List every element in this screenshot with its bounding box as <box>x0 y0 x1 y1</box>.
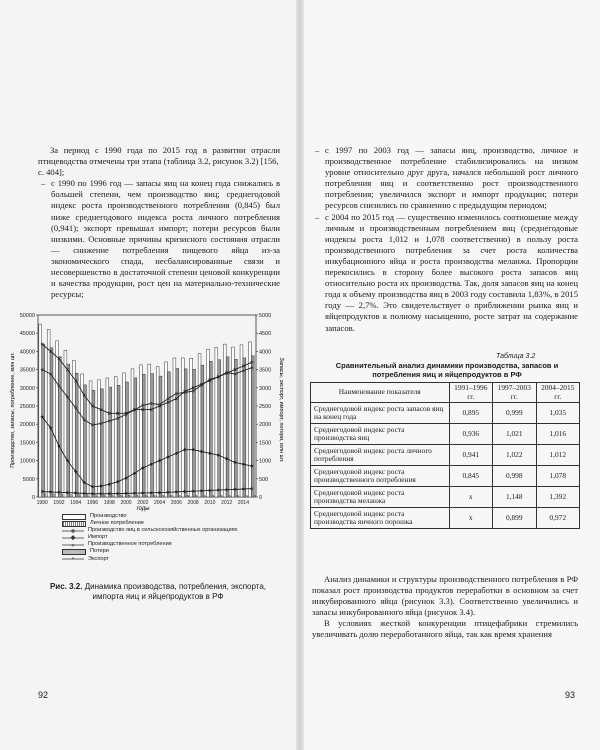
bar-production <box>64 350 67 497</box>
bar-personal-consumption <box>100 389 103 497</box>
y-tick-label-right: 500 <box>259 476 269 483</box>
bar-production <box>156 367 159 497</box>
book-gutter <box>296 0 304 750</box>
legend-item-export <box>62 556 237 563</box>
y-tick-label-left: 5000 <box>22 476 35 483</box>
bar-production <box>114 377 117 497</box>
right-bottom-text <box>312 574 578 641</box>
x-tick-label: 1998 <box>103 500 115 506</box>
bar-production <box>148 364 151 497</box>
figure-caption <box>38 582 278 602</box>
y-tick-label-left: 30000 <box>19 385 35 392</box>
table-label: Таблица 3.2 <box>496 353 536 360</box>
bar-losses <box>120 495 121 497</box>
bar-losses <box>237 496 238 497</box>
point-agri-production <box>66 396 69 399</box>
point-agri-production <box>141 404 144 407</box>
legend-label: Производственное потребление <box>88 541 172 548</box>
legend-label: Импорт <box>88 534 108 541</box>
x-tick-label: 1990 <box>36 500 48 506</box>
bullet-1997-2003: – с 1997 по 2003 год — запасы яиц, производство, личное и производственное потребление стабилизировались на низком уровне относительно друг друга, начался небольшой рост личного потребления яиц и соответственно рост производственного потребления; увеличился экспорт и импорт продукции; потери ресурсов снизились по сравнению с предыдущим периодом; <box>312 145 578 212</box>
point-agri-production <box>192 390 195 393</box>
x-tick-label: 1994 <box>70 500 82 506</box>
legend-label: Личное потребление <box>90 520 144 527</box>
bar-production <box>47 330 50 497</box>
x-tick-label: 2004 <box>154 500 166 506</box>
page-number-right: 93 <box>565 690 576 700</box>
bar-production <box>215 347 218 497</box>
bar-personal-consumption <box>176 369 179 497</box>
bar-losses <box>112 495 113 497</box>
point-agri-production <box>175 392 178 395</box>
bar-losses <box>61 494 62 497</box>
y-tick-label-left: 40000 <box>19 349 35 356</box>
point-agri-production <box>250 366 253 369</box>
table-cell-value: х <box>449 508 492 529</box>
bar-losses <box>154 495 155 497</box>
bar-production <box>39 324 42 497</box>
legend-symbol-line-circle <box>62 528 84 534</box>
table-cell-name: Среднегодовой индекс роста производственного потребления <box>311 466 450 487</box>
table-header-cell: 1991–1996 гг. <box>449 383 492 403</box>
y-tick-label-right: 1000 <box>259 458 272 465</box>
bar-losses <box>95 495 96 497</box>
bar-personal-consumption <box>109 387 112 497</box>
legend-label: Производство <box>90 513 127 519</box>
paragraph-analysis: Анализ динамики и структуры производственного потребления в РФ показал рост производства продуктов переработки в основном за счет инкубированного яйца (рисунок 3.3). Соответственно увеличились и запасы инкубированного яйца (рисунок 3.4). <box>312 574 578 618</box>
bar-losses <box>179 495 180 497</box>
bar-production <box>89 381 92 497</box>
y-tick-label-right: 2500 <box>259 404 272 410</box>
x-tick-label: 2010 <box>204 500 216 506</box>
right-bullet-list <box>312 145 578 334</box>
y-tick-label-left: 10000 <box>19 458 35 465</box>
legend-symbol-bar-grey <box>62 549 86 555</box>
top-reference: с. 404]; <box>38 167 65 178</box>
bar-personal-consumption <box>184 369 187 497</box>
bar-personal-consumption <box>251 356 254 497</box>
table-row <box>311 445 580 466</box>
bar-losses <box>212 496 213 497</box>
table-row <box>311 424 580 445</box>
chart-legend <box>62 513 237 563</box>
bar-losses <box>137 495 138 497</box>
table-cell-value: 1,035 <box>536 403 580 424</box>
bar-losses <box>145 495 146 497</box>
table-cell-value: 1,392 <box>536 487 580 508</box>
table-cell-value: 0,895 <box>449 403 492 424</box>
bar-production <box>56 341 59 497</box>
legend-symbol-bar-outline <box>62 514 86 520</box>
y-tick-label-left: 0 <box>31 495 35 501</box>
bar-personal-consumption <box>218 360 221 497</box>
x-tick-label: 2014 <box>237 500 249 506</box>
bar-production <box>181 358 184 497</box>
bar-losses <box>86 495 87 497</box>
table-cell-value: 1,078 <box>536 466 580 487</box>
legend-label: Производство яиц в сельскохозяйственных организациях <box>88 527 238 534</box>
y-tick-label-right: 5000 <box>259 313 272 319</box>
table-cell-name: Среднегодовой индекс роста производства яиц <box>311 424 450 445</box>
bar-personal-consumption <box>159 376 162 497</box>
x-tick-label: 2000 <box>120 500 132 506</box>
x-tick-label: 1992 <box>53 500 65 506</box>
bar-production <box>190 358 193 497</box>
chart-bars <box>39 324 256 497</box>
table-cell-name: Среднегодовой индекс роста личного потребления <box>311 445 450 466</box>
bar-personal-consumption <box>167 372 170 497</box>
left-text-block <box>38 145 280 300</box>
bar-personal-consumption <box>42 344 45 497</box>
table-cell-value: 1,012 <box>536 445 580 466</box>
legend-label: Потери <box>90 548 109 555</box>
bar-production <box>207 349 210 497</box>
bar-losses <box>53 494 54 497</box>
bar-losses <box>204 496 205 497</box>
point-agri-production <box>116 417 119 420</box>
bullet-1990-1996: – с 1990 по 1996 год — запасы яиц на конец года снижались в большей степени, чем производство яиц; среднегодовой индекс роста производственного потребления (0,845) был ниже среднегодового индекса роста личного потребления (0,941); экспорт превышал импорт; потери ресурсов были низкими. Основные причины кризисного состояния отрасли — снижение потребления пищевого яйца из-за экономического спада, несбалансированные связи и несовершенство в достаточной степени ценовой конкуренции и качества продукции, рост цен на материально-технические ресурсы; <box>38 178 280 300</box>
paragraph-competition: В условиях жесткой конкуренции птицефабрики стремились увеличивать долю переработанного яйца, так как время хранения <box>312 618 578 640</box>
point-agri-production <box>150 402 153 405</box>
table-row <box>311 508 580 529</box>
x-axis-label: годы <box>136 506 150 512</box>
table-cell-value: 1,016 <box>536 424 580 445</box>
y-tick-label-right: 3500 <box>259 367 272 374</box>
bar-losses <box>254 496 255 497</box>
table-header-cell: Наименование показателя <box>311 383 450 403</box>
bar-production <box>173 358 176 497</box>
table-header-cell: 2004–2015 гг. <box>536 383 580 403</box>
bar-personal-consumption <box>84 385 87 497</box>
table-cell-value: 1,022 <box>493 445 536 466</box>
bar-losses <box>70 494 71 497</box>
table-row <box>311 487 580 508</box>
page-number-left: 92 <box>38 690 49 700</box>
y-tick-label-left: 50000 <box>19 313 35 319</box>
point-agri-production <box>99 422 102 425</box>
y-tick-label-left: 15000 <box>19 440 35 447</box>
y-tick-label-right: 4000 <box>259 349 272 356</box>
y-tick-label-left: 20000 <box>19 422 35 429</box>
bar-personal-consumption <box>75 373 78 497</box>
bar-personal-consumption <box>50 348 53 497</box>
x-tick-label: 2002 <box>137 500 149 506</box>
y-tick-label-right: 0 <box>259 495 263 501</box>
bar-production <box>131 369 134 497</box>
table-header-cell: 1997–2003 гг. <box>493 383 536 403</box>
caption-text: Динамика производства, потребления, экспорта, импорта яиц и яйцепродуктов в РФ <box>84 582 267 601</box>
y-tick-label-left: 25000 <box>19 404 35 410</box>
bar-personal-consumption <box>126 382 129 497</box>
legend-symbol-bar-hatched <box>62 521 86 527</box>
x-tick-label: 1996 <box>86 500 99 506</box>
bar-losses <box>195 495 196 497</box>
svg-text:×: × <box>71 543 75 548</box>
legend-symbol-line-diamond <box>62 535 84 541</box>
bar-losses <box>229 496 230 497</box>
bar-personal-consumption <box>58 357 61 497</box>
table-cell-name: Среднегодовой индекс роста производства яичного порошка <box>311 508 450 529</box>
bar-losses <box>103 495 104 497</box>
point-agri-production <box>108 420 111 423</box>
table-cell-value: 1,148 <box>493 487 536 508</box>
table-cell-value: 0,936 <box>449 424 492 445</box>
table-cell-value: х <box>449 487 492 508</box>
svg-text:*: * <box>71 557 75 563</box>
table-cell-value: 0,899 <box>493 508 536 529</box>
table-header-row <box>311 383 580 403</box>
right-text-block <box>312 145 578 334</box>
y-tick-label-left: 35000 <box>19 367 35 374</box>
bar-production <box>248 342 251 497</box>
bar-personal-consumption <box>134 378 137 497</box>
bar-personal-consumption <box>151 374 154 497</box>
y-axis-label-right: Запасы, экспорт, импорт, потери, млн шт. <box>278 357 284 463</box>
intro-paragraph: За период с 1990 года по 2015 год в развитии отрасли птицеводства отмечены три этапа (таблица 3.2, рисунок 3.2) [156, <box>38 145 280 167</box>
legend-symbol-line-x <box>62 542 84 548</box>
left-bullet-list <box>38 178 280 300</box>
point-agri-production <box>242 369 245 372</box>
bullet-2004-2015: – с 2004 по 2015 год — существенно изменилось соотношение между личным и производственным потреблением яиц (среднегодовые индексы роста 1,012 и 1,078 соответственно) в пользу роста производственного потребления за счет роста количества инкубационного яйца и роста производства меланжа. Пропорции перекосились в сторону более высокого роста запасов яиц относительно роста их производства. Так, доля запасов яиц на конец года к объему производства яиц в 2003 году составила 1,83%, в 2015 году — 2,7%. Это свидетельствует о приближении рынка яиц и яйцепродуктов к полному насыщению, росте затрат на содержание запасов. <box>312 212 578 334</box>
bar-losses <box>45 494 46 497</box>
y-tick-label-right: 4500 <box>259 331 272 338</box>
bar-production <box>98 380 101 497</box>
point-agri-production <box>234 373 237 376</box>
bar-losses <box>128 495 129 497</box>
table-cell-value: 0,998 <box>493 466 536 487</box>
bar-losses <box>221 496 222 497</box>
y-axis-label-left: Производство, запасы, потребление, млн шт. <box>10 352 16 468</box>
bar-personal-consumption <box>67 364 70 497</box>
table-cell-name: Среднегодовой индекс роста производства меланжа <box>311 487 450 508</box>
legend-item-losses <box>62 548 237 555</box>
bar-personal-consumption <box>142 374 145 497</box>
y-tick-label-left: 45000 <box>19 331 35 338</box>
x-tick-label: 2012 <box>221 500 233 506</box>
y-tick-label-right: 1500 <box>259 440 272 447</box>
table-cell-value: 0,972 <box>536 508 580 529</box>
bar-losses <box>246 496 247 497</box>
bar-losses <box>170 495 171 497</box>
point-agri-production <box>83 418 86 421</box>
y-tick-label-right: 2000 <box>259 422 272 429</box>
bar-production <box>165 362 168 497</box>
bar-personal-consumption <box>243 358 246 497</box>
point-agri-production <box>41 368 44 371</box>
bar-losses <box>162 495 163 497</box>
point-agri-production <box>58 385 61 388</box>
y-tick-label-right: 3000 <box>259 385 272 392</box>
comparison-table <box>310 382 580 529</box>
bar-losses <box>78 494 79 497</box>
legend-item-import <box>62 534 237 541</box>
x-tick-label: 2006 <box>170 500 182 506</box>
table-row <box>311 403 580 424</box>
bar-production <box>139 365 142 497</box>
bar-production <box>106 378 109 497</box>
point-agri-production <box>91 424 94 427</box>
legend-symbol-line-star <box>62 556 84 562</box>
bar-personal-consumption <box>226 357 229 497</box>
table-title: Сравнительный анализ динамики производства, запасов и потребления яиц и яйцепродуктов в РФ <box>335 361 559 379</box>
table-cell-value: 0,845 <box>449 466 492 487</box>
point-agri-production <box>74 406 77 409</box>
x-tick-label: 2008 <box>187 500 199 506</box>
table-cell-value: 0,999 <box>493 403 536 424</box>
caption-label: Рис. 3.2. <box>49 582 83 591</box>
table-cell-value: 1,021 <box>493 424 536 445</box>
legend-item-production <box>62 513 237 520</box>
legend-item-agri-production <box>62 527 237 534</box>
bar-losses <box>187 495 188 497</box>
table-cell-value: 0,941 <box>449 445 492 466</box>
bar-personal-consumption <box>235 359 238 497</box>
legend-item-industrial-consumption <box>62 541 237 548</box>
bar-production <box>198 354 201 497</box>
legend-label: Экспорт <box>88 555 110 562</box>
table-cell-name: Среднегодовой индекс роста запасов яиц на конец года <box>311 403 450 424</box>
point-agri-production <box>49 373 52 376</box>
bar-production <box>223 344 226 497</box>
point-agri-production <box>167 397 170 400</box>
table-row <box>311 466 580 487</box>
